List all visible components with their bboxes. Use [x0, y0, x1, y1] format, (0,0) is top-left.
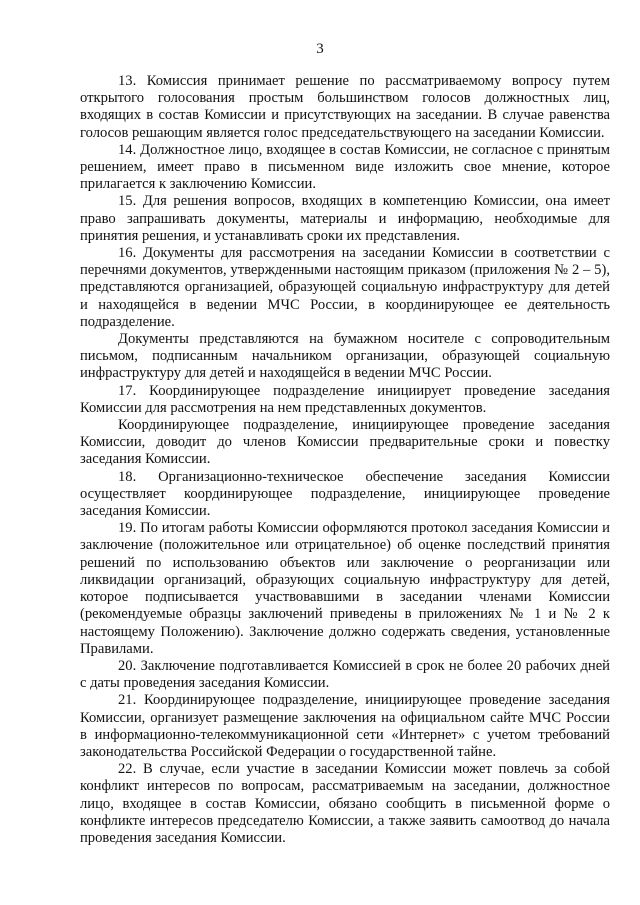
paragraph-15: 15. Для решения вопросов, входящих в компетенцию Комиссии, она имеет право запрашивать документы, материалы и информацию, необходимые для принятия решения, и устанавливать сроки их представления. — [80, 193, 610, 244]
paragraph-16: 16. Документы для рассмотрения на заседании Комиссии в соответствии с перечнями документов, утвержденными настоящим приказом (приложения № 2 – 5), представляются организацией, образующей социальную инфраструктуру для детей и находящейся в ведении МЧС России, в координирующее ее деятельность подразделение. — [80, 245, 610, 330]
paragraph-16-documents: Документы представляются на бумажном носителе с сопроводительным письмом, подписанным начальником организации, образующей социальную инфраструктуру для детей и находящейся в ведении МЧС России. — [80, 331, 610, 382]
paragraph-19: 19. По итогам работы Комиссии оформляются протокол заседания Комиссии и заключение (положительное или отрицательное) об оценке последствий принятия решений по использованию объектов или заключение о реорганизации или ликвидации организаций, образующих социальную инфраструктуру для детей, которое подписывается участвовавшими в заседании членами Комиссии (рекомендуемые образцы заключений приведены в приложениях № 1 и № 2 к настоящему Положению). Заключение должно содержать сведения, установленные Правилами. — [80, 520, 610, 657]
paragraph-22: 22. В случае, если участие в заседании Комиссии может повлечь за собой конфликт интересов по вопросам, рассматриваемым на заседании, должностное лицо, входящее в состав Комиссии, обязано сообщить в письменной форме о конфликте интересов председателю Комиссии, а также заявить самоотвод до начала проведения заседания Комиссии. — [80, 761, 610, 846]
paragraph-17: 17. Координирующее подразделение инициирует проведение заседания Комиссии для рассмотрения на нем представленных документов. — [80, 382, 610, 416]
paragraph-17-coordination: Координирующее подразделение, инициирующее проведение заседания Комиссии, доводит до членов Комиссии предварительные сроки и повестку заседания Комиссии. — [80, 417, 610, 468]
paragraph-21: 21. Координирующее подразделение, инициирующее проведение заседания Комиссии, организует размещение заключения на официальном сайте МЧС России в информационно-телекоммуникационной сети «Интернет» с учетом требований законодательства Российской Федерации о государственной тайне. — [80, 692, 610, 760]
paragraph-13: 13. Комиссия принимает решение по рассматриваемому вопросу путем открытого голосования простым большинством голосов должностных лиц, входящих в состав Комиссии и присутствующих на заседании. В случае равенства голосов решающим является голос председательствующего на заседании Комиссии. — [80, 73, 610, 141]
paragraph-14: 14. Должностное лицо, входящее в состав Комиссии, не согласное с принятым решением, имеет право в письменном виде изложить свое мнение, которое прилагается к заключению Комиссии. — [80, 141, 610, 193]
document-body — [80, 73, 610, 847]
paragraph-20: 20. Заключение подготавливается Комиссией в срок не более 20 рабочих дней с даты проведения заседания Комиссии. — [80, 657, 610, 692]
page-number: 3 — [316, 41, 324, 57]
paragraph-18: 18. Организационно-техническое обеспечение заседания Комиссии осуществляет координирующее подразделение, инициирующее проведение заседания Комиссии. — [80, 468, 610, 520]
